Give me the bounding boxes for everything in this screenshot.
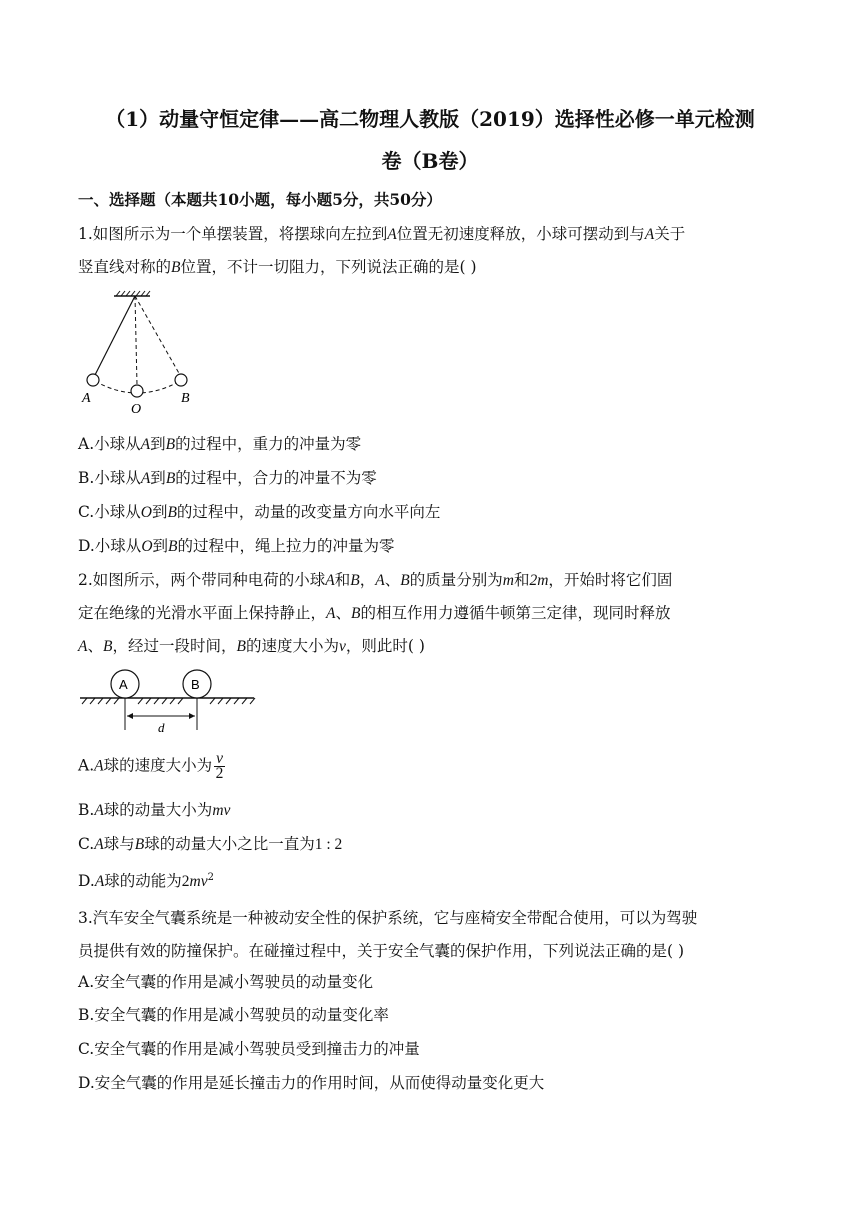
label-b: B — [181, 391, 190, 406]
ball-a — [87, 374, 99, 386]
fraction-v-over-2: $\frac{v}{2}$ — [215, 750, 224, 782]
q2-stem-line1: 2.如图所示，两个带同种电荷的小球A和B，A、B的质量分别为m和2m，开始时将它们固 — [78, 571, 673, 589]
pendulum-string — [95, 296, 135, 375]
q2-stem-line3: A、B，经过一段时间，B的速度大小为v，则此时( ) — [78, 637, 425, 655]
q3-option-d[interactable]: D.安全气囊的作用是延长撞击力的作用时间，从而使得动量变化更大 — [78, 1074, 545, 1092]
q1-stem-line2: 竖直线对称的B位置，不计一切阻力，下列说法正确的是( ) — [78, 258, 477, 276]
q1-option-c[interactable]: C.小球从O到B的过程中，动量的改变量方向水平向左 — [78, 503, 441, 521]
q2-stem-line2: 定在绝缘的光滑水平面上保持静止，A、B的相互作用力遵循牛顿第三定律，现同时释放 — [78, 604, 671, 622]
q2-option-d[interactable]: D.A球的动能为$2mv^2$ — [78, 872, 214, 891]
two-balls-figure — [78, 668, 258, 740]
ball-b — [175, 374, 187, 386]
q1-option-b[interactable]: B.小球从A到B的过程中，合力的冲量不为零 — [78, 469, 377, 487]
ground-hatch — [82, 698, 255, 704]
distance-label: d — [158, 720, 165, 735]
ball-b-label: B — [191, 677, 200, 692]
q3-option-b[interactable]: B.安全气囊的作用是减小驾驶员的动量变化率 — [78, 1006, 389, 1024]
q1-option-d[interactable]: D.小球从O到B的过程中，绳上拉力的冲量为零 — [78, 537, 395, 555]
q2-option-c[interactable]: C.A球与B球的动量大小之比一直为1 : 2 — [78, 835, 343, 853]
q3-stem-line2: 员提供有效的防撞保护。在碰撞过程中，关于安全气囊的保护作用，下列说法正确的是( ) — [78, 942, 685, 960]
section-heading: 一、选择题（本题共10小题，每小题5分，共50分） — [78, 190, 442, 209]
arrow-right — [189, 713, 195, 719]
ball-o — [131, 385, 143, 397]
q3-option-c[interactable]: C.安全气囊的作用是减小驾驶员受到撞击力的冲量 — [78, 1040, 420, 1058]
dashed-vertical — [135, 296, 137, 385]
q2-option-b[interactable]: B.A球的动量大小为mv — [78, 801, 231, 819]
q2-option-a[interactable]: A.A球的速度大小为 $\frac{v}{2}$ — [78, 750, 224, 782]
arrow-left — [127, 713, 133, 719]
q3-stem-line1: 3.汽车安全气囊系统是一种被动安全性的保护系统，它与座椅安全带配合使用，可以为驾驶 — [78, 909, 698, 927]
q3-option-a[interactable]: A.安全气囊的作用是减小驾驶员的动量变化 — [78, 973, 374, 991]
q1-stem-line1: 1.如图所示为一个单摆装置，将摆球向左拉到A位置无初速度释放，小球可摆动到与A关于 — [78, 225, 686, 243]
page-title-continued: 卷（B卷） — [381, 149, 479, 173]
pendulum-figure — [78, 290, 208, 420]
page-title: （1）动量守恒定律——高二物理人教版（2019）选择性必修一单元检测 — [105, 107, 755, 131]
label-a: A — [82, 391, 91, 406]
q1-option-a[interactable]: A.小球从A到B的过程中，重力的冲量为零 — [78, 435, 362, 453]
label-o: O — [131, 402, 142, 417]
dashed-string-b — [135, 296, 180, 375]
ball-a-label: A — [119, 677, 128, 692]
